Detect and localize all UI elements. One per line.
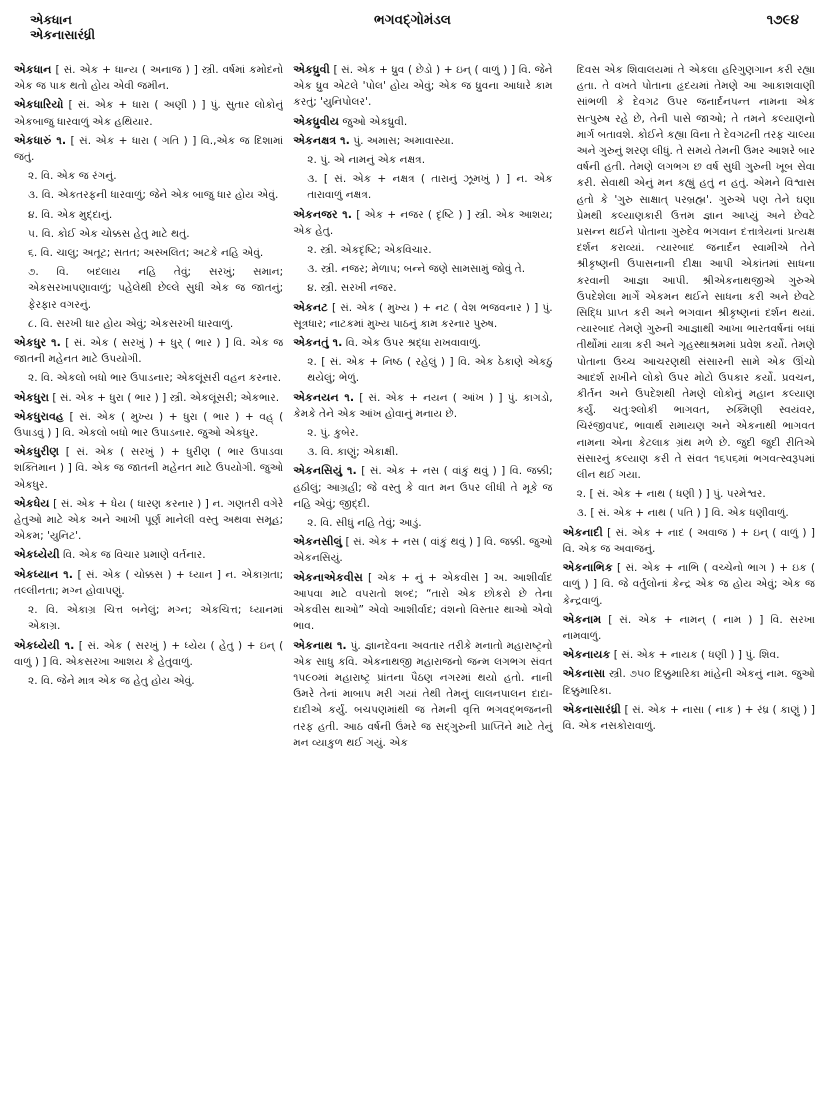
entry-headword: એકનક્ષત્ર ૧.	[293, 133, 350, 147]
entry-sense	[293, 280, 552, 296]
entry-sense	[293, 242, 552, 258]
entry-definition: [ સં. એક ( ચોક્કસ ) + ધ્યાન ] ન. એકાગ્રતા; તલ્લીનતા; મગ્ન હોવાપણું.	[14, 568, 284, 597]
entry-definition: ૨. [ સં. એક + નાથ ( ધણી ) ] પું. પરમેશ્વર.	[576, 488, 766, 501]
entry-definition: [ સં. એક + ધારા ( અણી ) ] પું. સુતાર લોકોનું એકબાજુ ધારવાળું એક હથિયાર.	[14, 99, 284, 128]
entry-definition: ૩. [ સં. એક + નાથ ( પતિ ) ] વિ. એક ધણીવાળું.	[576, 507, 789, 520]
entry-headword: એકધુરાવહ	[14, 409, 64, 423]
entry-definition: ૮. વિ. સરખી ધાર હોય એવું; એકસરખી ધારવાળું.	[28, 317, 234, 330]
entry-headword: એકનામ	[562, 612, 602, 626]
entry-sense	[14, 245, 283, 261]
entry-definition: [ સં. એક + ધેય ( ધારણ કરનાર ) ] ન. ગણતરી વગેરે હેતુઓ માટે એક અને આખી પૂર્ણ માનેલી વસ્તુ અથવા સમૂહ; એકમ; 'યુનિટ'.	[14, 497, 284, 543]
entry-definition: [ સં. એક + ધાન્ય ( અનાજ ) ] સ્ત્રી. વર્ષમાં કમોદનો એક જ પાક થતો હોય એવી જમીન.	[14, 64, 284, 93]
entry-definition: ૨. સ્ત્રી. એકદૃષ્ટિ; એકવિચાર.	[307, 244, 432, 257]
dictionary-entry	[293, 534, 552, 566]
entry-definition: [ સં. એક + નાયક ( ધણી ) ] પું. શિવ.	[613, 649, 780, 662]
entry-sense	[293, 354, 552, 386]
dictionary-entry	[14, 638, 283, 670]
entry-headword: એકનાભિક	[562, 561, 613, 575]
entry-headword: એકધ્યેયી	[14, 548, 60, 562]
entry-definition: [ સં. એક ( સરખું ) + ધ્યેય ( હેતુ ) + ઇન્ ( વાળું ) ] વિ. એકસરખા આશય કે હેતુવાળું.	[14, 639, 284, 668]
entry-definition: [ સં. એક ( સરખું ) + ધુરીણ ( ભાર ઉપાડવા શક્તિમાન ) ] વિ. એક જ જાતની મહેનત માટે ઉપયોગી. જુઓ એકધુર.	[14, 446, 284, 491]
column-2	[293, 62, 552, 1087]
entry-sense	[14, 264, 283, 313]
entry-sense	[14, 226, 283, 242]
entry-headword: એકનયન ૧.	[293, 390, 355, 404]
entry-definition: ૩. સ્ત્રી. નજર; મેળાપ; બન્ને જણે સામસામું જોવું તે.	[307, 263, 526, 276]
entry-headword: એકધાન	[14, 63, 52, 76]
entry-definition: ૩. [ સં. એક + નક્ષત્ર ( તારાનું ઝૂમખું ) ] ન. એક તારાવાળું નક્ષત્ર.	[307, 173, 553, 202]
entry-headword: એકનાસારંધ્રી	[562, 702, 621, 716]
entry-definition: પું. અમાસ; અમાવાસ્યા.	[353, 134, 454, 147]
entry-headword: એકધુર ૧.	[14, 336, 61, 350]
entry-sense	[14, 673, 283, 689]
page-number: ૧૭૯૪	[766, 12, 799, 28]
entry-headword: એકધ્યાન ૧.	[14, 567, 74, 581]
entry-headword: એકનટ	[293, 300, 328, 314]
dictionary-entry	[293, 300, 552, 332]
entry-headword: એકનાથ ૧.	[293, 638, 347, 652]
entry-headword: એકધુરીણ	[14, 445, 60, 459]
dictionary-entry	[14, 444, 283, 493]
entry-definition: પું. જ્ઞાનદેવના અવતાર તરીકે મનાતો મહારાષ્ટ્રનો એક સાધુ કવિ. એકનાથજી મહારાજનો જન્મ લગભગ સંવત ૧૫૯૦માં મહારાષ્ટ્ર પ્રાંતના પૈઠણ નગરમાં થયો હતો. નાની ઉમરે તેનાં માબાપ મરી ગયાં તેથી તેમનું લાલનપાલન દાદા-દાદીએ કર્યું. બચપણમાંથી જ તેમની વૃત્તિ ભગવદ્ભજનની તરફ હતી. આઠ વર્ષની ઉંમરે જ સદ્ગુરુની પ્રાપ્તિને માટે તેનું મન વ્યાકુળ થઈ ગયું. એક	[293, 639, 553, 749]
entry-definition: ૫. વિ. કોઈ એક ચોક્કસ હેતુ માટે થતું.	[28, 227, 190, 240]
dictionary-entry	[293, 638, 552, 751]
entry-headword: એકનાયક	[562, 648, 611, 662]
entry-columns	[14, 62, 815, 1087]
dictionary-entry	[563, 647, 815, 663]
entry-definition: [ એક + નું + એકવીસ ] અ. આશીર્વાદ આપવા માટે વપરાતો શબ્દ; “તારો એક છોકરો છે તેના એકવીસ થાઓ” એવો આશીર્વાદ; વંશનો વિસ્તાર થાઓ એવો ભાવ.	[293, 571, 553, 633]
entry-definition: ૪. વિ. એક મુદ્દાનું.	[28, 208, 113, 221]
dictionary-entry	[293, 390, 552, 422]
entry-headword: એકનજર ૧.	[293, 207, 353, 221]
entry-headword: એકનસીલું	[293, 535, 342, 549]
entry-headword: એકધ્રુવીય	[293, 114, 339, 128]
dictionary-entry	[293, 114, 552, 130]
entry-headword: એકધુરા	[14, 390, 49, 404]
entry-sense	[14, 370, 283, 386]
entry-sense	[293, 261, 552, 277]
guide-word-last: એકનાસારંધ્રી	[30, 27, 96, 42]
entry-headword: એકનાદી	[562, 525, 603, 539]
column-1	[14, 62, 283, 1087]
dictionary-entry	[14, 133, 283, 165]
entry-definition: [ સં. એક + નસ ( વાંકું થવું ) ] વિ. જક્કી. જુઓ એકનસિયું.	[293, 536, 553, 565]
entry-sense	[14, 207, 283, 223]
entry-definition: વિ. એક ઉપર શ્રદ્ધા રાખવાવાળું.	[345, 337, 481, 350]
entry-headword: એકનાએકવીસ	[293, 570, 363, 584]
dictionary-entry	[14, 390, 283, 406]
entry-definition: ૪. સ્ત્રી. સરખી નજર.	[307, 282, 397, 295]
entry-definition: વિ. એક જ વિચાર પ્રમાણે વર્તનાર.	[63, 549, 206, 562]
entry-definition: ૨. [ સં. એક + નિષ્ઠ ( રહેલું ) ] વિ. એક ઠેકાણે એકઠું થયેલું; ભેળું.	[307, 356, 553, 385]
entry-definition: ૨. વિ. સીધું નહિ તેવું; આડું.	[307, 517, 422, 530]
entry-definition: [ સં. એક + નામન્ ( નામ ) ] વિ. સરખા નામવાળું.	[562, 613, 815, 642]
entry-definition: [ સં. એક + નાભિ ( વચ્ચેનો ભાગ ) + ઇક ( વાળું ) ] વિ. જે વર્તુલોનાં કેન્દ્ર એક જ હોય એવું; એક જ કેન્દ્રવાળું.	[562, 562, 815, 607]
dictionary-entry	[563, 525, 815, 557]
dictionary-entry	[14, 496, 283, 545]
entry-sense	[293, 171, 552, 203]
entry-headword: એકનતું ૧.	[293, 336, 343, 350]
entry-definition: ૨. પું. કુબેર.	[307, 427, 359, 440]
dictionary-entry	[293, 207, 552, 239]
entry-sense	[563, 486, 815, 502]
entry-sense	[563, 62, 815, 483]
entry-definition: [ સં. એક + નાસા ( નાક ) + રંધ્ર ( કાણું ) ] વિ. એક નસકોરાવાળું.	[562, 703, 815, 732]
entry-sense	[14, 168, 283, 184]
column-3	[563, 62, 815, 1087]
entry-sense	[14, 187, 283, 203]
page-header	[12, 6, 813, 42]
entry-definition: ૩. વિ. કાણું; એકાક્ષી.	[307, 446, 399, 459]
dictionary-entry	[14, 547, 283, 563]
entry-headword: એકધારું ૧.	[14, 133, 67, 147]
entry-definition: [ સં. એક + નસ ( વાંકું થવું ) ] વિ. જક્કી; હઠીલું; આગ્રહી; જે વસ્તુ કે વાત મન ઉપર લીધી તે મૂકે જ નહિ એવું; જીદ્દી.	[293, 465, 553, 510]
entry-definition: [ સં. એક ( મુખ્ય ) + ધુરા ( ભાર ) + વહ્ ( ઉપાડવું ) ] વિ. એકલો બધો ભાર ઉપાડનાર. જુઓ એકધુર.	[14, 410, 284, 440]
dictionary-entry	[293, 133, 552, 149]
dictionary-entry	[563, 666, 815, 698]
entry-sense	[293, 152, 552, 168]
entry-sense	[563, 505, 815, 521]
dictionary-entry	[293, 570, 552, 635]
dictionary-entry	[14, 62, 283, 94]
entry-headword: એકધ્યેયી ૧.	[14, 638, 75, 652]
entry-definition: ૨. વિ. એક જ રંગનું.	[28, 170, 117, 183]
entry-definition: ૨. વિ. જેને માત્ર એક જ હેતુ હોય એવું.	[28, 674, 195, 687]
dictionary-entry	[14, 335, 283, 367]
entry-definition: ૨. વિ. એકાગ્ર ચિત્ત બનેલું; મગ્ન; એકચિત્ત; ધ્યાનમાં એકાગ્ર.	[28, 604, 284, 633]
entry-definition: ૨. પું. એ નામનું એક નક્ષત્ર.	[307, 154, 426, 167]
dictionary-entry	[563, 702, 815, 734]
entry-sense	[293, 515, 552, 531]
entry-definition: ૨. વિ. એકલો બધો ભાર ઉપાડનાર; એકલૂંસરી વહન કરનાર.	[28, 372, 282, 385]
entry-definition: [ એક + નજર ( દૃષ્ટિ ) ] સ્ત્રી. એક આશય; એક હેતુ.	[293, 208, 553, 237]
entry-headword: એકધેય	[14, 496, 50, 510]
entry-sense	[14, 316, 283, 332]
entry-definition: સ્ત્રી. ૭૫૦ દિક્કુમારિકા માંહેની એકનું નામ. જુઓ દિક્કુમારિકા.	[562, 668, 815, 697]
entry-sense	[293, 425, 552, 441]
dictionary-entry	[14, 97, 283, 129]
dictionary-entry	[14, 409, 283, 441]
entry-definition: ૬. વિ. ચાલુ; અતૂટ; સતત; અસ્ખલિત; અટકે નહિ એવું.	[28, 247, 264, 260]
entry-definition: [ સં. એક + નાદ ( અવાજ ) + ઇન્ ( વાળું ) ] વિ. એક જ અવાજનું.	[562, 526, 815, 555]
dictionary-entry	[563, 560, 815, 609]
dictionary-title: ભગવદ્ગોમંડલ	[374, 12, 451, 28]
dictionary-entry	[563, 612, 815, 644]
dictionary-entry	[14, 567, 283, 599]
entry-sense	[293, 444, 552, 460]
entry-definition: [ સં. એક + ધુરા ( ભાર ) ] સ્ત્રી. એકલૂંસરી; એકભાર.	[52, 391, 280, 404]
dictionary-entry	[293, 335, 552, 351]
entry-headword: એકનાસા	[562, 667, 606, 681]
entry-headword: એકધ્રુવી	[293, 63, 330, 76]
entry-definition: [ સં. એક + નયન ( આંખ ) ] પું. કાગડો, કેમકે તેને એક આંખ હોવાનું મનાય છે.	[293, 391, 553, 420]
entry-definition: [ સં. એક ( સરખું ) + ધુર્ ( ભાર ) ] વિ. એક જ જાતની મહેનત માટે ઉપયોગી.	[14, 337, 284, 366]
guide-word-first: એકધાન	[30, 12, 72, 27]
entry-definition: [ સં. એક + ધારા ( ગતિ ) ] વિ.,એક જ દિશામાં જતું.	[14, 134, 284, 164]
dictionary-entry	[293, 62, 552, 111]
entry-definition: ૩. વિ. એકતરફની ધારવાળું; જેને એક બાજુ ધાર હોય એવું.	[28, 189, 279, 202]
entry-headword: એકધારિયો	[14, 98, 64, 112]
entry-definition: [ સં. એક + ધ્રુવ ( છેડો ) + ઇન્ ( વાળું ) ] વિ. જેને એક ધ્રુવ એટલે 'પોલ' હોય એવું; એક જ ધ્રુવના આધારે કામ કરતું; 'યુનિપોલર'.	[293, 64, 553, 109]
entry-definition: જુઓ એકધ્રુવી.	[342, 115, 408, 128]
entry-definition: [ સં. એક ( મુખ્ય ) + નટ ( વેશ ભજવનાર ) ] પું. સૂત્રધાર; નાટકમાં મુખ્ય પાઠનું કામ કરનાર પુરુષ.	[293, 301, 553, 330]
entry-definition: ૭. વિ. બદલાય નહિ તેવું; સરખું; સમાન; એકસરખાપણાવાળું; પહેલેથી છેલ્લે સુધી એક જ જાતનું; ફેરફાર વગરનું.	[28, 266, 284, 311]
entry-definition: દિવસ એક શિવાલયમાં તે એકલા હરિગુણગાન કરી રહ્યા હતા. તે વખતે પોતાના હૃદયમાં તેમણે આ આકાશવાણી સાંભળી કે દેવગઢ ઉપર જનાર્દનપન્ત નામના એક સત્પુરુષ રહે છે, તેની પાસે જાઓ; તે તમને કલ્યાણનો માર્ગ બતાવશે. કોઈને કહ્યા વિના તે દેવગઢની તરફ ચાલ્યા અને ગુરુનું શરણ લીધું. તે સમયે તેમની ઉમર આશરે બાર વર્ષની હતી. તેમણે લગભગ છ વર્ષ સુધી ગુરુની ખૂબ સેવા કરી. સેવાથી એનું મન કહ્યું હતું ન હતું. એમને વિશ્વાસ હતો કે 'ગુરુ સાક્ષાત્ પરબ્રહ્મ'. ગુરુએ પણ તેને ઘણા પ્રેમથી કલ્યાણકારી ઉત્તમ જ્ઞાન આપ્યું અને છેવટે પ્રસન્ન થઈને પોતાના ગુરુદેવ ભગવાન દત્તાત્રેયનાં પ્રત્યક્ષ દર્શન કરાવ્યાં. ત્યારબાદ જનાર્દન સ્વામીએ તેને શ્રીકૃષ્ણની ઉપાસનાની દીક્ષા આપી એકાંતમાં સાધના કરવાની આજ્ઞા આપી. શ્રીએકનાથજીએ ગુરુએ ઉપદેશેલા માર્ગે એકમન થઈને સાધના કરી અને છેવટે સિદ્ધિ પ્રાપ્ત કરી અને ભગવાન શ્રીકૃષ્ણનાં દર્શન થયાં. ત્યારબાદ તેમણે ગુરુની આજ્ઞાથી આખા ભારતવર્ષનાં બધાં તીર્થોમાં યાત્રા કરી અને ગૃહસ્થાશ્રમમાં પ્રવેશ કર્યો. તેમણે પોતાના ઉચ્ચ આચરણથી સંસારની સામે એક ઊંચો આદર્શ રાખીને લોકો ઉપર મોટો ઉપકાર કર્યો. પ્રવચન, કીર્તન અને ઉપદેશથી તેમણે લોકોનું મહાન કલ્યાણ કર્યું. ચતુઃશ્લોકી ભાગવત, રુક્મિણી સ્વયંવર, ચિરંજીવપદ, ભાવાર્થ રામાયણ અને એકનાથી ભાગવત નામના એના કેટલાક ગ્રંથ મળે છે. જુદી જુદી રીતિએ સંસારનું કલ્યાણ કરી તે સંવત ૧૬૫૬માં ભગવત્સ્વરૂપમાં લીન થઈ ગયા.	[576, 64, 815, 482]
entry-sense	[14, 602, 283, 634]
entry-headword: એકનસિયું ૧.	[293, 464, 357, 478]
dictionary-entry	[293, 463, 552, 512]
